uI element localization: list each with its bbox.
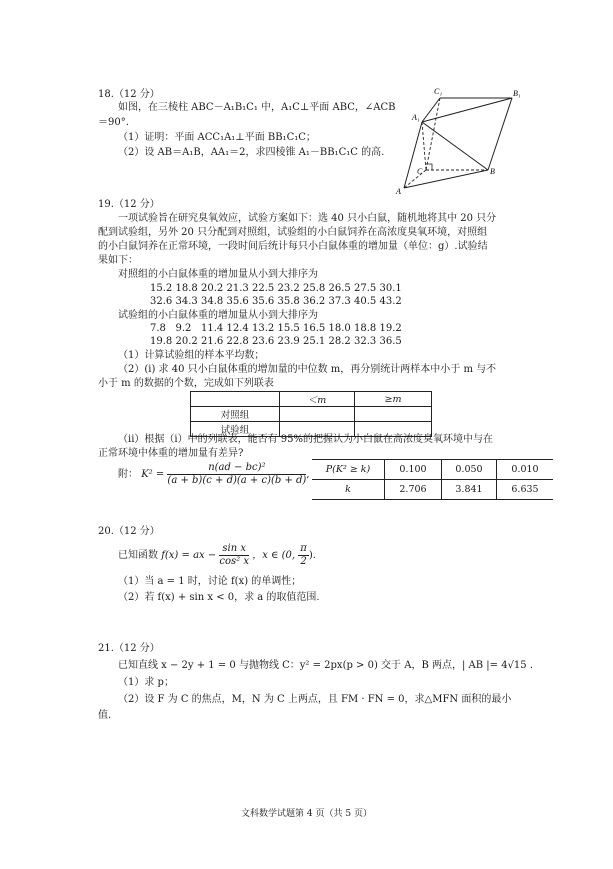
q20-part2: （2）若 f(x) + sin x < 0，求 a 的取值范围. xyxy=(118,592,320,603)
q19-heading: 19.（12 分） xyxy=(98,199,160,210)
data-cell: 23.2 xyxy=(277,283,300,294)
data-cell: 20.2 xyxy=(201,283,224,294)
q20-domain-suffix: ). xyxy=(308,550,316,561)
data-cell: 28.2 xyxy=(328,336,351,347)
q20-fx: f(x) = ax − xyxy=(161,550,217,561)
q20-intro: 已知函数 xyxy=(118,550,158,561)
experiment-group-data xyxy=(150,323,405,349)
q20-denominator: cos² x xyxy=(219,556,250,567)
k2-fraction xyxy=(167,462,306,487)
data-cell: 9.2 xyxy=(175,323,192,334)
data-cell: 23.6 xyxy=(252,336,275,347)
table-row xyxy=(312,480,553,500)
prism-figure xyxy=(392,84,524,196)
data-cell: 7.8 xyxy=(150,323,166,334)
q19-paragraph-line2: 配到试验组，另外 20 只分配到对照组，试验组的小白鼠饲养在高浓度臭氧环境，对照组 xyxy=(98,227,488,238)
q21-part2-line2: 值. xyxy=(98,710,112,721)
q20-domain-prefix: ，x ∈ (0, xyxy=(252,550,296,561)
q18-statement-line2: ＝90°. xyxy=(98,117,129,128)
data-cell: 36.2 xyxy=(303,296,326,307)
edge-a1a xyxy=(404,122,422,188)
q18-statement-line1: 如图，在三棱柱 ABC－A₁B₁C₁ 中，A₁C⊥平面 ABC，∠ACB xyxy=(118,102,396,113)
contingency-table xyxy=(190,391,432,437)
table-header-less-than-m: ＜m xyxy=(280,392,355,407)
data-cell: 15.2 xyxy=(150,283,173,294)
data-cell: 18.0 xyxy=(328,323,351,334)
table-header-row xyxy=(312,460,553,480)
k2-symbol: K² = xyxy=(141,469,165,480)
kt-value: 2.706 xyxy=(385,480,442,500)
edge-a1c-hidden xyxy=(422,122,426,170)
data-cell: 22.8 xyxy=(226,336,249,347)
data-cell: 43.2 xyxy=(379,296,402,307)
table-corner-cell xyxy=(191,392,280,407)
data-cell: 19.8 xyxy=(150,336,173,347)
k2-numerator: n(ad − bc)² xyxy=(167,462,306,475)
q21-heading: 21.（12 分） xyxy=(98,643,160,654)
data-cell: 40.5 xyxy=(354,296,377,307)
kt-value: 3.841 xyxy=(442,480,497,500)
control-group-title: 对照组的小白鼠体重的增加量从小到大排序为 xyxy=(118,269,318,280)
k2-formula xyxy=(118,462,310,488)
data-cell: 37.3 xyxy=(328,296,351,307)
label-a: A xyxy=(396,187,401,196)
table-row xyxy=(191,407,432,422)
data-cell: 22.5 xyxy=(252,283,275,294)
kt-header-label: P(K² ≥ k) xyxy=(312,460,385,480)
data-cell: 15.5 xyxy=(277,323,300,334)
kt-header-value: 0.010 xyxy=(497,460,554,480)
q20-pi-fraction xyxy=(298,543,309,568)
label-b: B xyxy=(490,167,495,176)
q19-part2-ii-line2: 正常环境中体重的增加量有差异? xyxy=(98,448,244,459)
data-cell: 21.3 xyxy=(226,283,249,294)
experiment-row-2 xyxy=(150,336,405,349)
table-header-not-less-than-m: ≥m xyxy=(355,392,432,407)
data-cell: 18.8 xyxy=(354,323,377,334)
k2-denominator: (a + b)(c + d)(a + c)(b + d) xyxy=(167,475,307,486)
q19-part2-ii-line1: （ii）根据（i）中的列联表，能否有 95%的把握认为小白鼠在高浓度臭氧环境中与在 xyxy=(118,434,493,445)
q19-paragraph-line3: 的小白鼠饲养在正常环境，一段时间后统计每只小白鼠体重的增加量（单位：g）.试验结 xyxy=(98,241,488,252)
data-cell: 25.1 xyxy=(303,336,326,347)
q20-numerator: sin x xyxy=(219,543,249,556)
edge-a1b xyxy=(422,122,488,170)
data-cell: 30.1 xyxy=(379,283,402,294)
label-c: C xyxy=(417,167,423,176)
data-cell: 32.3 xyxy=(354,336,377,347)
data-cell: 12.4 xyxy=(226,323,249,334)
data-cell: 20.2 xyxy=(175,336,198,347)
q18-part2: （2）设 AB＝A₁B，AA₁＝2，求四棱锥 A₁－BB₁C₁C 的高. xyxy=(118,147,385,158)
data-cell: 23.9 xyxy=(277,336,300,347)
q21-part2-line1: （2）设 F 为 C 的焦点，M，N 为 C 上两点，且 FM · FN = 0，求△MFN 面积的最小 xyxy=(118,694,512,705)
data-cell: 21.6 xyxy=(201,336,224,347)
edge-a1b1 xyxy=(422,98,512,122)
q19-part2-line2: 小于 m 的数据的个数，完成如下列联表 xyxy=(98,378,274,389)
data-cell: 34.8 xyxy=(201,296,224,307)
q19-part2-line1: （2）(i) 求 40 只小白鼠体重的增加量的中位数 m，再分别统计两样本中小于 m 与不 xyxy=(118,364,497,375)
q18-part1: （1）证明：平面 ACC₁A₁⊥平面 BB₁C₁C； xyxy=(118,132,316,143)
data-cell: 35.8 xyxy=(277,296,300,307)
kt-value: 6.635 xyxy=(497,480,554,500)
q21-part1: （1）求 p； xyxy=(118,677,174,688)
table-header-row xyxy=(191,392,432,407)
q21-statement: 已知直线 x − 2y + 1 = 0 与抛物线 C：y² = 2px(p > 0) 交于 A，B 两点，| AB |= 4√15 . xyxy=(118,660,534,671)
data-cell: 18.8 xyxy=(175,283,198,294)
data-cell: 19.2 xyxy=(379,323,402,334)
q20-pi-denominator: 2 xyxy=(300,556,307,567)
edge-b1b xyxy=(488,98,512,170)
kt-row-label: k xyxy=(312,480,385,500)
q20-fraction xyxy=(219,543,249,568)
data-cell: 11.4 xyxy=(201,323,224,334)
q20-part1: （1）当 a = 1 时，讨论 f(x) 的单调性； xyxy=(118,576,302,587)
q19-part1: （1）计算试验组的样本平均数； xyxy=(118,350,265,361)
kt-header-value: 0.100 xyxy=(385,460,442,480)
q20-heading: 20.（12 分） xyxy=(98,526,160,537)
q20-function-definition xyxy=(118,542,316,570)
data-cell: 26.5 xyxy=(328,283,351,294)
data-cell: 35.6 xyxy=(252,296,275,307)
kt-header-value: 0.050 xyxy=(442,460,497,480)
data-cell: 13.2 xyxy=(252,323,275,334)
table-empty-cell xyxy=(280,407,355,422)
control-row-2 xyxy=(150,296,405,309)
q18-heading: 18.（12 分） xyxy=(98,89,160,100)
critical-value-table xyxy=(312,459,553,500)
table-row-label-control: 对照组 xyxy=(191,407,280,422)
data-cell: 27.5 xyxy=(354,283,377,294)
q19-paragraph-line1: 一项试验旨在研究臭氧效应，试验方案如下：选 40 只小白鼠，随机地将其中 20 只分 xyxy=(118,213,497,224)
data-cell: 34.3 xyxy=(175,296,198,307)
control-group-data xyxy=(150,283,405,309)
q19-paragraph-line4: 果如下： xyxy=(98,255,138,266)
label-a1: A₁ xyxy=(412,113,420,122)
data-cell: 32.6 xyxy=(150,296,173,307)
data-cell: 36.5 xyxy=(379,336,402,347)
data-cell: 35.6 xyxy=(226,296,249,307)
control-row-1 xyxy=(150,283,405,296)
q20-pi-numerator: π xyxy=(300,543,307,554)
table-row-label-experiment: 试验组 xyxy=(191,422,280,437)
page-footer: 文科数学试题第 4 页（共 5 页） xyxy=(241,809,372,819)
table-empty-cell xyxy=(355,407,432,422)
label-b1: B₁ xyxy=(513,89,521,98)
k2-comma: , xyxy=(306,469,310,480)
appendix-label: 附： xyxy=(118,469,138,480)
experiment-row-1 xyxy=(150,323,405,336)
data-cell: 16.5 xyxy=(303,323,326,334)
data-cell: 25.8 xyxy=(303,283,326,294)
experiment-group-title: 试验组的小白鼠体重的增加量从小到大排序为 xyxy=(118,310,318,321)
label-c1: C₁ xyxy=(434,87,443,96)
